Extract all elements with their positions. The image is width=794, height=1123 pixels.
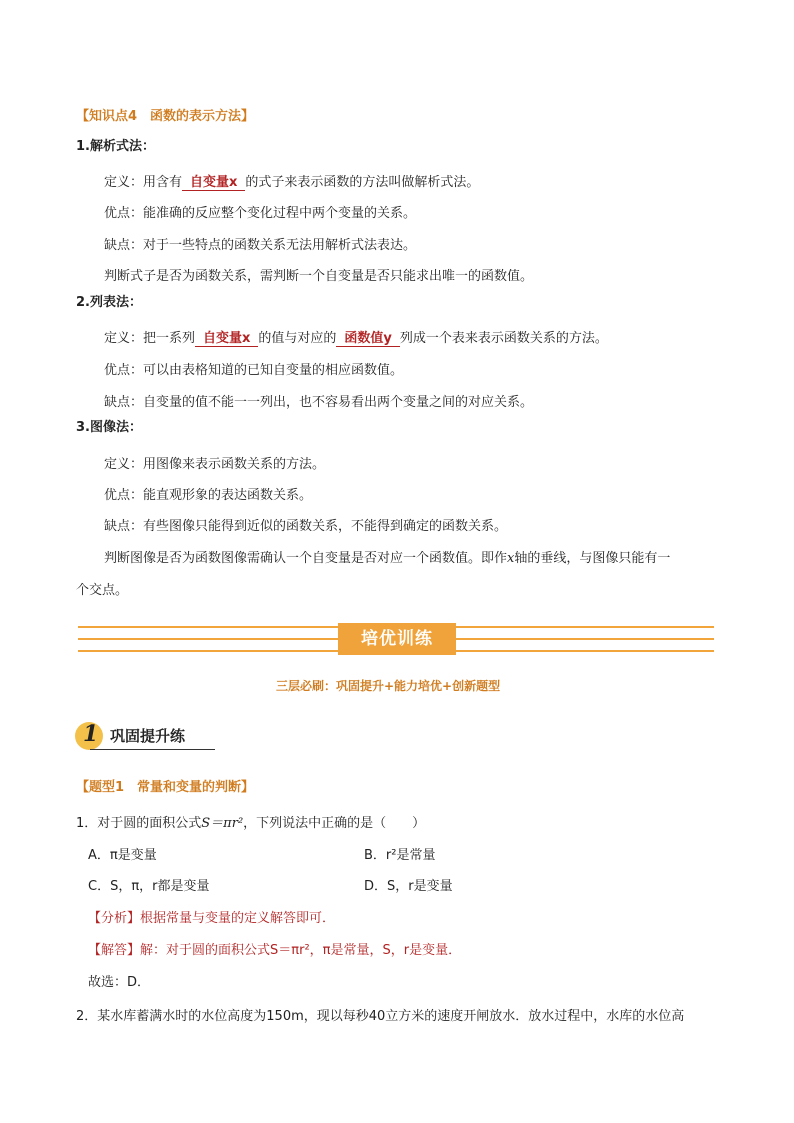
method-heading-graph: 3.图像法： <box>76 420 142 435</box>
question-1-option-c: C．S，π，r都是变量 <box>88 879 210 894</box>
analytic-definition-suffix: 的式子来表示函数的方法叫做解析式法。 <box>245 175 480 190</box>
question-1-option-a: A．π是变量 <box>88 848 157 863</box>
question-2-stem: 2．某水库蓄满水时的水位高度为150m，现以每秒40立方米的速度开闸放水．放水过程中，水库的水位高 <box>76 1009 685 1024</box>
analysis-tag: 【分析】 <box>88 911 141 926</box>
analytic-judgement: 判断式子是否为函数关系，需判断一个自变量是否只能求出唯一的函数值。 <box>104 269 534 284</box>
banner-title: 培优训练 <box>338 623 456 655</box>
banner-subtitle: 三层必刷：巩固提升+能力培优+创新题型 <box>276 679 501 693</box>
answer-tag: 【解答】 <box>88 943 141 958</box>
graph-judgement-suffix: 轴的垂线，与图像只能有一 <box>514 551 671 566</box>
question-1-formula: S＝πr² <box>201 816 244 831</box>
table-definition <box>104 330 608 348</box>
section-title: 巩固提升练 <box>110 727 186 745</box>
question-1-answer <box>88 942 461 960</box>
knowledge-point-title: 【知识点4 函数的表示方法】 <box>76 109 255 124</box>
graph-judgement-line2: 个交点。 <box>76 583 129 598</box>
question-1-stem-prefix: 1．对于圆的面积公式 <box>76 816 202 831</box>
table-definition-blank-1: 自变量x <box>195 331 258 347</box>
table-definition-middle: 的值与对应的 <box>258 331 337 346</box>
question-1-stem-suffix: ，下列说法中正确的是（ ） <box>243 816 426 831</box>
section-underline <box>90 749 215 750</box>
graph-definition: 定义：用图像来表示函数关系的方法。 <box>104 457 326 472</box>
graph-disadvantage: 缺点：有些图像只能得到近似的函数关系，不能得到确定的函数关系。 <box>104 519 508 534</box>
analytic-definition <box>104 174 479 192</box>
answer-text: 解：对于圆的面积公式S＝πr²，π是常量，S，r是变量． <box>140 943 462 958</box>
question-1-stem <box>76 815 425 833</box>
method-heading-analytic: 1.解析式法： <box>76 139 155 154</box>
graph-advantage: 优点：能直观形象的表达函数关系。 <box>104 488 313 503</box>
analytic-definition-blank: 自变量x <box>182 175 245 191</box>
graph-judgement-prefix: 判断图像是否为函数图像需确认一个自变量是否对应一个函数值。即作 <box>104 551 508 566</box>
graph-judgement-x: x <box>507 551 515 566</box>
table-definition-prefix: 定义：把一系列 <box>104 331 196 346</box>
table-definition-suffix: 列成一个表来表示函数关系的方法。 <box>399 331 608 346</box>
analytic-disadvantage: 缺点：对于一些特点的函数关系无法用解析式法表达。 <box>104 238 417 253</box>
question-1-analysis <box>88 910 335 928</box>
method-heading-table: 2.列表法： <box>76 295 142 310</box>
analytic-definition-prefix: 定义：用含有 <box>104 175 183 190</box>
question-type-title: 【题型1 常量和变量的判断】 <box>76 780 255 795</box>
question-1-option-d: D．S，r是变量 <box>364 879 453 894</box>
table-disadvantage: 缺点：自变量的值不能一一列出，也不容易看出两个变量之间的对应关系。 <box>104 395 534 410</box>
question-1-choice: 故选：D． <box>88 975 151 990</box>
question-1-option-b: B．r²是常量 <box>364 848 436 863</box>
analytic-advantage: 优点：能准确的反应整个变化过程中两个变量的关系。 <box>104 206 417 221</box>
section-number: 1 <box>83 721 99 747</box>
table-advantage: 优点：可以由表格知道的已知自变量的相应函数值。 <box>104 363 404 378</box>
table-definition-blank-2: 函数值y <box>336 331 399 347</box>
graph-judgement <box>104 550 670 568</box>
analysis-text: 根据常量与变量的定义解答即可． <box>140 911 336 926</box>
